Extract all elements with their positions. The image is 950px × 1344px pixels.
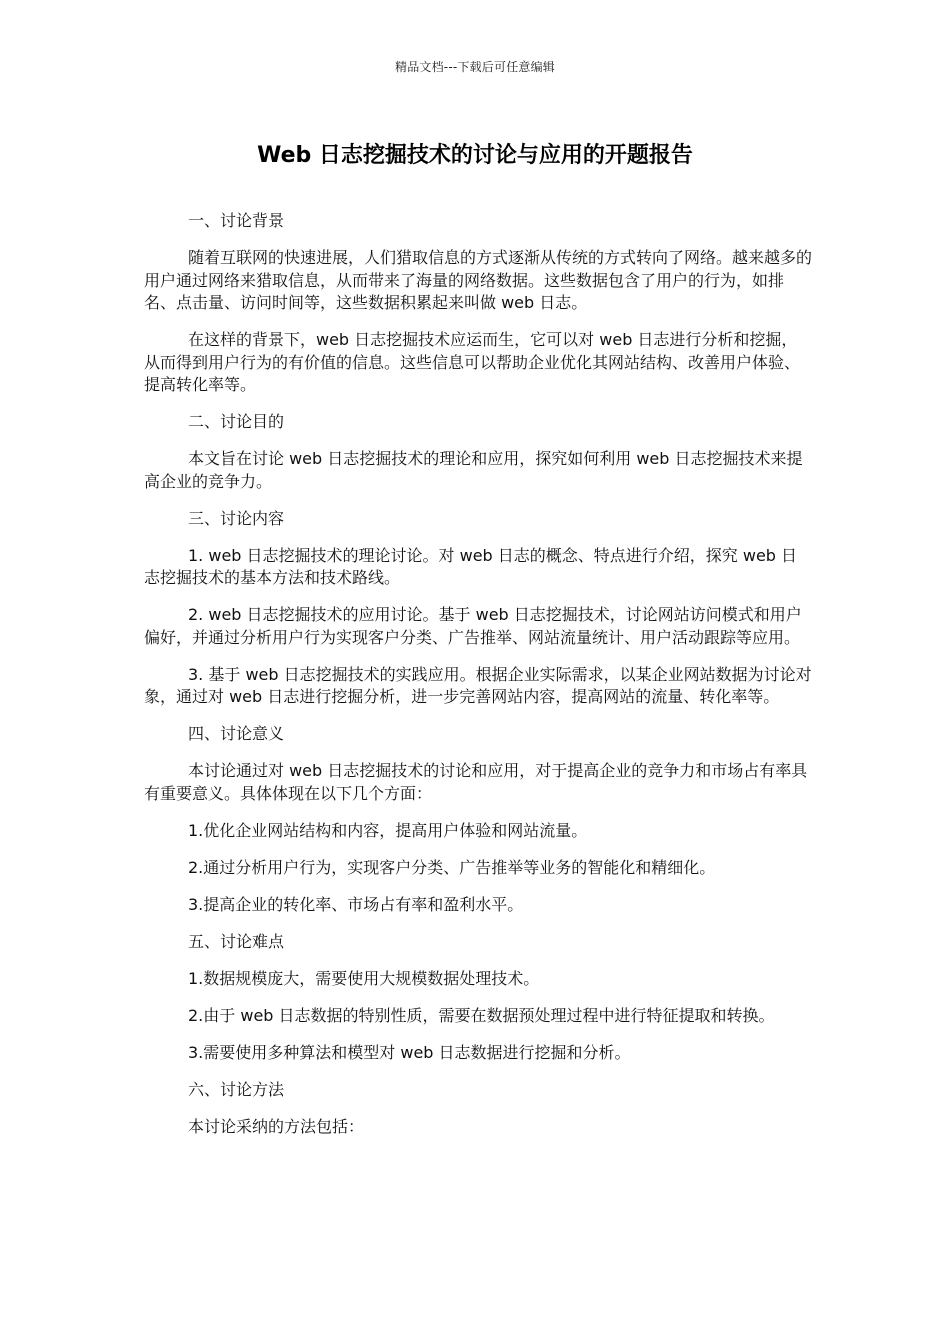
header-note: 精品文档---下载后可任意编辑 <box>395 60 555 74</box>
list-item: 1.数据规模庞大，需要使用大规模数据处理技术。 <box>188 968 540 988</box>
section-heading-background: 一、讨论背景 <box>188 211 285 230</box>
paragraph: 在这样的背景下，web 日志挖掘技术应运而生，它可以对 web 日志进行分析和挖掘，从而得到用户行为的有价值的信息。这些信息可以帮助企业优化其网站结构、改善用户体验、提高转化率等。 <box>144 330 801 394</box>
section-heading-purpose: 二、讨论目的 <box>188 412 285 431</box>
section-heading-content: 三、讨论内容 <box>188 508 285 528</box>
list-item: 2. web 日志挖掘技术的应用讨论。基于 web 日志挖掘技术，讨论网站访问模式和用户偏好，并通过分析用户行为实现客户分类、广告推举、网站流量统计、用户活动跟踪等应用。 <box>144 605 802 647</box>
section-heading-methods: 六、讨论方法 <box>188 1079 285 1099</box>
section-heading-significance: 四、讨论意义 <box>188 724 285 743</box>
list-item: 1. web 日志挖掘技术的理论讨论。对 web 日志的概念、特点进行介绍，探究 web 日志挖掘技术的基本方法和技术路线。 <box>144 545 798 587</box>
list-item: 2.通过分析用户行为，实现客户分类、广告推举等业务的智能化和精细化。 <box>188 857 716 877</box>
list-item: 3.提高企业的转化率、市场占有率和盈利水平。 <box>188 894 524 914</box>
paragraph: 随着互联网的快速进展，人们猎取信息的方式逐渐从传统的方式转向了网络。越来越多的用户通过网络来猎取信息，从而带来了海量的网络数据。这些数据包含了用户的行为，如排名、点击量、访问时间等，这些数据积累起来叫做 web 日志。 <box>144 248 813 312</box>
document-title: Web 日志挖掘技术的讨论与应用的开题报告 <box>257 143 693 168</box>
list-item: 3.需要使用多种算法和模型对 web 日志数据进行挖掘和分析。 <box>188 1042 631 1062</box>
section-heading-difficulties: 五、讨论难点 <box>188 931 285 951</box>
paragraph: 本讨论采纳的方法包括： <box>188 1116 365 1136</box>
paragraph: 本讨论通过对 web 日志挖掘技术的讨论和应用，对于提高企业的竞争力和市场占有率具有重要意义。具体体现在以下几个方面： <box>144 761 808 803</box>
document-body <box>144 210 812 1153</box>
paragraph: 本文旨在讨论 web 日志挖掘技术的理论和应用，探究如何利用 web 日志挖掘技术来提高企业的竞争力。 <box>144 449 803 491</box>
list-item: 2.由于 web 日志数据的特别性质，需要在数据预处理过程中进行特征提取和转换。 <box>188 1005 775 1025</box>
list-item: 3. 基于 web 日志挖掘技术的实践应用。根据企业实际需求，以某企业网站数据为讨论对象，通过对 web 日志进行挖掘分析，进一步完善网站内容，提高网站的流量、转化率等。 <box>144 664 812 706</box>
list-item: 1.优化企业网站结构和内容，提高用户体验和网站流量。 <box>188 820 588 840</box>
